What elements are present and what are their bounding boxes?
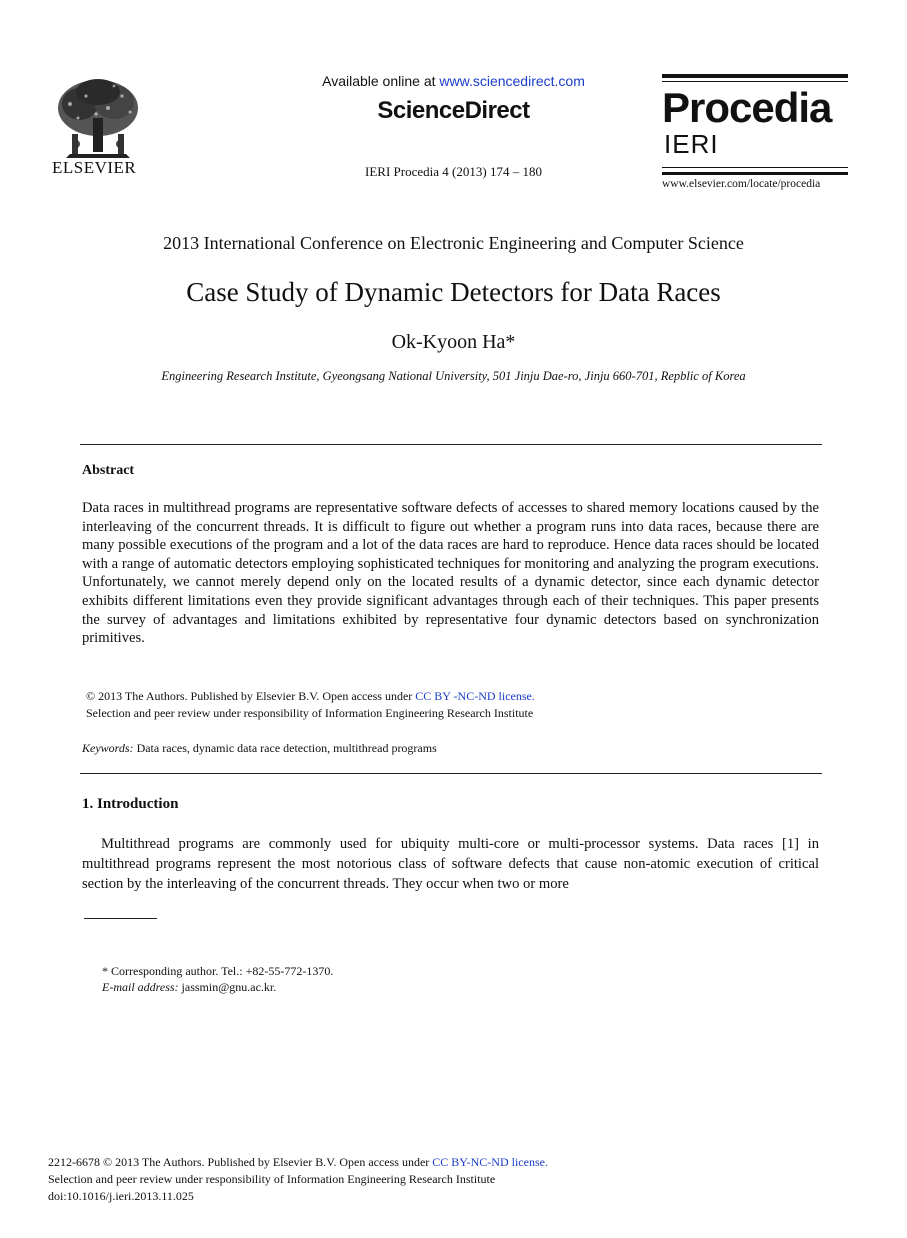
conference-name: 2013 International Conference on Electronic Engineering and Computer Science: [163, 233, 744, 253]
footer-peer-review: Selection and peer review under responsibility of Information Engineering Research Institute: [48, 1172, 496, 1186]
procedia-subtitle: IERI: [664, 129, 719, 159]
publisher-wordmark: ELSEVIER: [52, 158, 137, 177]
sciencedirect-brand: ScienceDirect: [377, 97, 530, 124]
sciencedirect-link[interactable]: www.sciencedirect.com: [439, 73, 585, 89]
introduction-text: Multithread programs are commonly used for ubiquity multi-core or multi-processor systems. Data races [1] in multithread programs represent the most notorious class of software defects that cause non-atomic execution of critical section by the interleaving of the concurrent threads. They occur when two or more: [82, 836, 819, 892]
copyright-text: © 2013 The Authors. Published by Elsevier B.V. Open access under: [86, 689, 416, 703]
author-affiliation: Engineering Research Institute, Gyeongsang National University, 501 Jinju Dae-ro, Jinju 660-701, Repblic of Korea: [161, 369, 746, 383]
keywords-label: Keywords:: [82, 741, 134, 755]
abstract-top-rule: [80, 444, 822, 445]
footnote-corresponding-author: * Corresponding author. Tel.: +82-55-772-1370.: [102, 964, 334, 978]
abstract-text: Data races in multithread programs are representative software defects of accesses to shared memory locations caused by the interleaving of the concurrent threads. It is difficult to figure out whether a program runs into data races, because there are many possible executions of the program and a lot of the data races are hard to reproduce. Hence data races should be located with a range of automatic detectors employing sophisticated techniques for monitoring and analyzing the program executions. Unfortunately, we cannot merely depend only on the located results of a dynamic detector, since each dynamic detector exhibits different limitations even they provide significant advantages through each of their techniques. This paper presents the survey of advantages and limitations exhibited by representative four dynamic detectors based on synchronization primitives.: [82, 500, 819, 647]
procedia-rule-top: [662, 74, 848, 78]
author-name: Ok-Kyoon Ha*: [391, 331, 516, 353]
footnote-email: [102, 980, 276, 995]
paper-title: Case Study of Dynamic Detectors for Data Races: [186, 277, 721, 307]
journal-reference: IERI Procedia 4 (2013) 174 – 180: [365, 164, 542, 179]
available-prefix: Available online at: [322, 73, 440, 89]
email-label: E-mail address:: [102, 980, 179, 994]
footer-license-link[interactable]: CC BY-NC-ND license.: [432, 1155, 548, 1169]
footnote-rule: [84, 918, 157, 919]
procedia-title: Procedia: [662, 84, 832, 131]
procedia-url[interactable]: www.elsevier.com/locate/procedia: [662, 178, 821, 190]
footer-doi[interactable]: doi:10.1016/j.ieri.2013.11.025: [48, 1189, 194, 1203]
footer-copyright-text: 2212-6678 © 2013 The Authors. Published by Elsevier B.V. Open access under: [48, 1155, 433, 1169]
procedia-rule-top-thin: [662, 81, 848, 82]
abstract-heading: Abstract: [82, 463, 135, 478]
introduction-heading: 1. Introduction: [82, 796, 179, 812]
copyright-line: [86, 689, 535, 704]
license-link[interactable]: CC BY -NC-ND license.: [415, 689, 535, 703]
keywords-line: [82, 741, 437, 756]
procedia-rule-bottom: [662, 172, 848, 175]
email-address[interactable]: jassmin@gnu.ac.kr.: [178, 980, 277, 994]
footer-issn-line: [48, 1155, 548, 1170]
keywords-text: Data races, dynamic data race detection, multithread programs: [133, 741, 437, 755]
peer-review-line: Selection and peer review under responsibility of Information Engineering Research Institute: [86, 706, 534, 720]
abstract-bottom-rule: [80, 773, 822, 774]
procedia-rule-bottom-thin: [662, 167, 848, 168]
